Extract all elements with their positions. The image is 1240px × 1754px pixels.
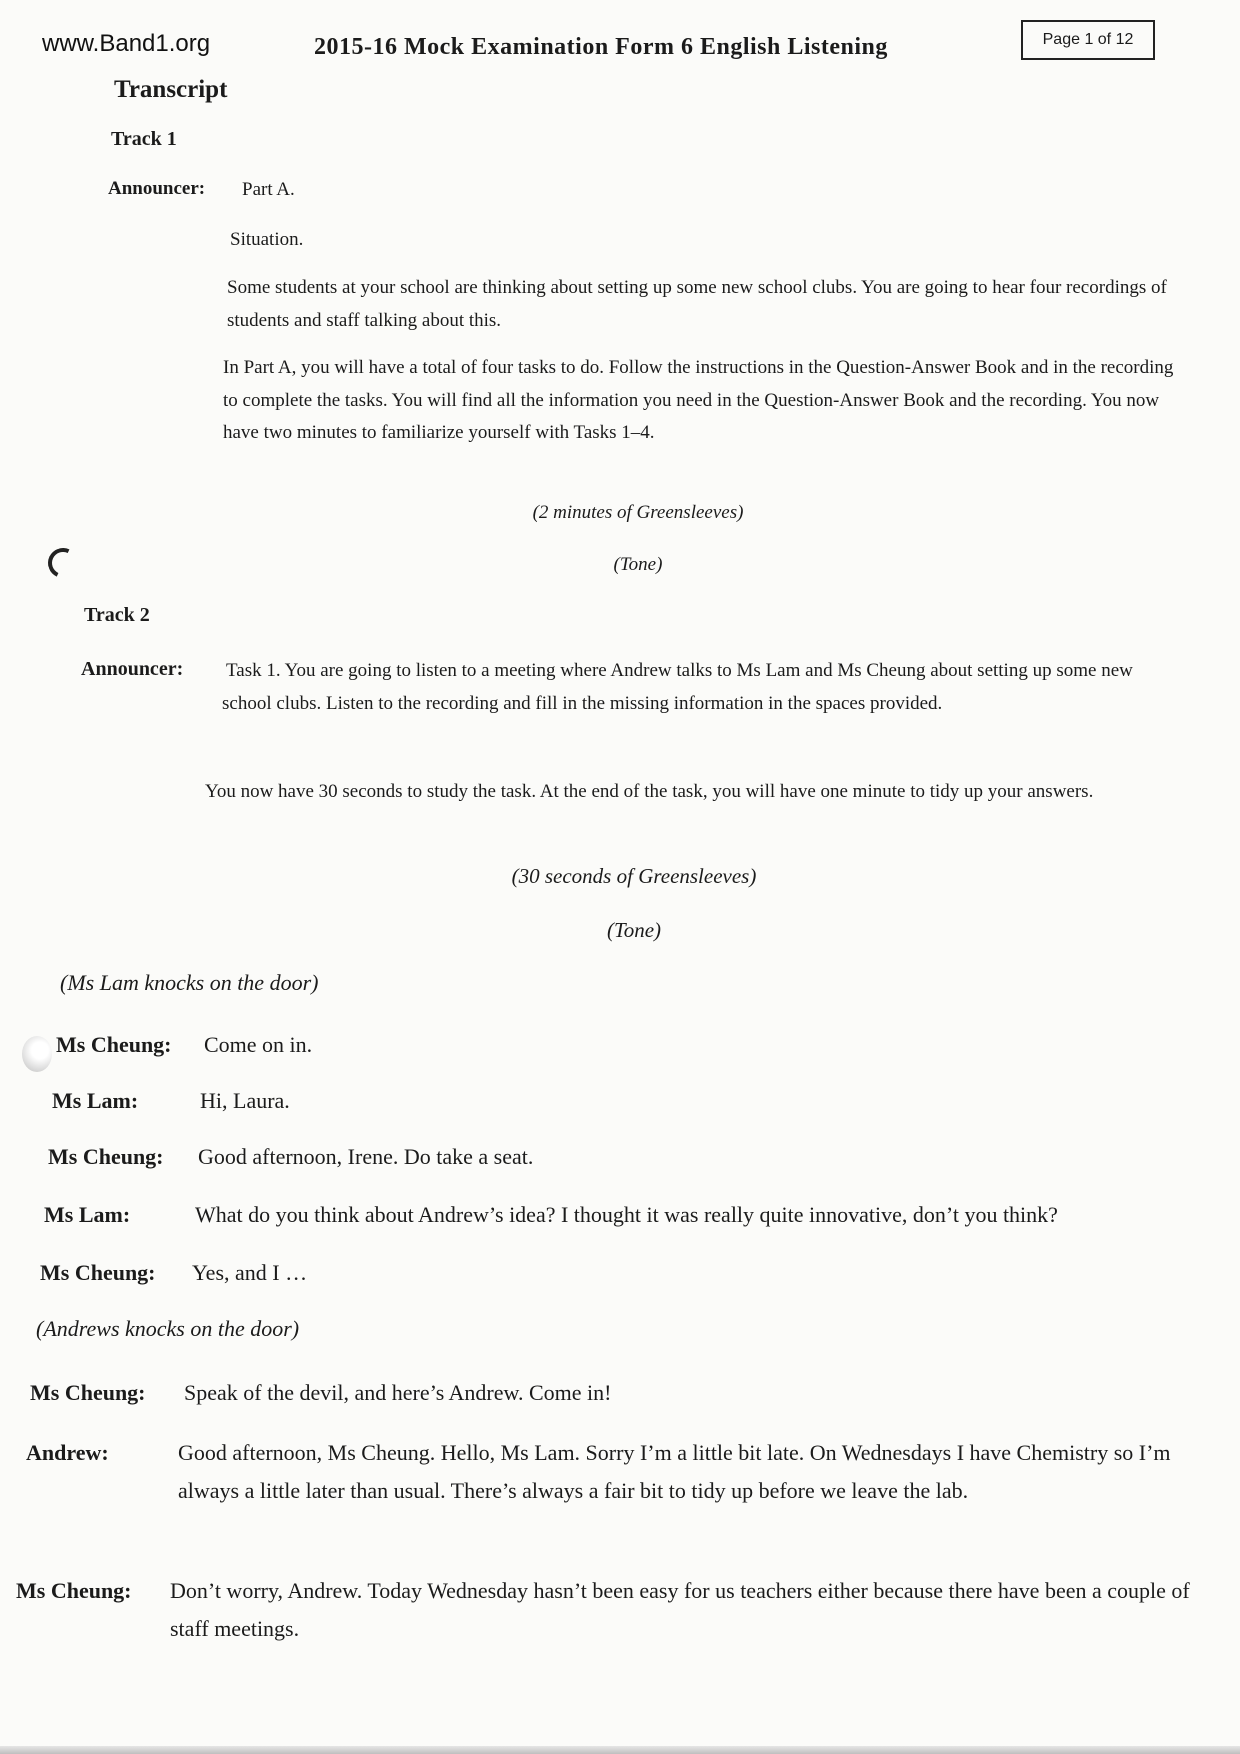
- dialogue-line-2: Hi, Laura.: [200, 1088, 290, 1113]
- dialogue-line-4: What do you think about Andrew’s idea? I thought it was really quite innovative, don’t you think?: [195, 1202, 1058, 1227]
- dialogue-speaker-5: Ms Cheung:: [40, 1260, 156, 1285]
- track-1-music-cue: (2 minutes of Greensleeves): [532, 502, 744, 523]
- track-1-paragraph-2: In Part A, you will have a total of four tasks to do. Follow the instructions in the Question-Answer Book and in the recording to complete the tasks. You will find all the information you need in the Question-Answer Book and the recording. You now have two minutes to familiarize yourself with Tasks 1–4.: [223, 357, 1174, 443]
- dialogue-line-8: Don’t worry, Andrew. Today Wednesday hasn’t been easy for us teachers either because there have been a couple of staff meetings.: [170, 1578, 1190, 1641]
- dialogue-line-5: Yes, and I …: [192, 1260, 308, 1285]
- track-2-speaker: Announcer:: [81, 658, 184, 680]
- dialogue-speaker-6: Ms Cheung:: [30, 1380, 146, 1405]
- exam-title: 2015-16 Mock Examination Form 6 English Listening: [314, 34, 888, 60]
- page-bottom-edge: [0, 1746, 1240, 1754]
- stage-direction-2: (Andrews knocks on the door): [36, 1316, 300, 1341]
- track-2-music-cue: (30 seconds of Greensleeves): [511, 864, 757, 888]
- dialogue-line-7: Good afternoon, Ms Cheung. Hello, Ms Lam. Sorry I’m a little bit late. On Wednesdays I have Chemistry so I’m always a little later than usual. There’s always a fair bit to tidy up before we leave the lab.: [178, 1440, 1171, 1503]
- track-1-label: Track 1: [111, 128, 177, 150]
- dialogue-line-6: Speak of the devil, and here’s Andrew. Come in!: [184, 1380, 612, 1405]
- stage-direction-1: (Ms Lam knocks on the door): [60, 970, 319, 995]
- scan-mark: [44, 544, 82, 582]
- dialogue-line-3: Good afternoon, Irene. Do take a seat.: [198, 1144, 534, 1169]
- track-2-paragraph-2: You now have 30 seconds to study the task. At the end of the task, you will have one minute to tidy up your answers.: [205, 781, 1094, 802]
- dialogue-speaker-4: Ms Lam:: [44, 1202, 131, 1227]
- track-1-part-a: Part A.: [242, 179, 295, 200]
- track-2-paragraph-1: Task 1. You are going to listen to a meeting where Andrew talks to Ms Lam and Ms Cheung about setting up some new school clubs. Listen to the recording and fill in the missing information in the spaces provided.: [222, 660, 1133, 714]
- dialogue-speaker-1: Ms Cheung:: [56, 1032, 172, 1057]
- track-1-paragraph-1: Some students at your school are thinking about setting up some new school clubs. You are going to hear four recordings of students and staff talking about this.: [227, 277, 1167, 331]
- dialogue-speaker-3: Ms Cheung:: [48, 1144, 164, 1169]
- track-1-situation: Situation.: [230, 229, 304, 250]
- page-indicator: [1021, 20, 1155, 60]
- dialogue-speaker-2: Ms Lam:: [52, 1088, 139, 1113]
- site-url: www.Band1.org: [42, 30, 211, 57]
- track-1-tone-cue: (Tone): [613, 554, 663, 575]
- page-label: Page 1 of 12: [1042, 31, 1134, 48]
- dialogue-speaker-8: Ms Cheung:: [16, 1578, 132, 1603]
- track-2-label: Track 2: [84, 604, 150, 626]
- dialogue-line-1: Come on in.: [204, 1032, 313, 1057]
- track-1-speaker: Announcer:: [108, 178, 206, 199]
- punch-hole: [22, 1036, 52, 1072]
- track-2-tone-cue: (Tone): [606, 918, 662, 942]
- transcript-heading: Transcript: [114, 76, 228, 103]
- dialogue-speaker-7: Andrew:: [26, 1440, 109, 1465]
